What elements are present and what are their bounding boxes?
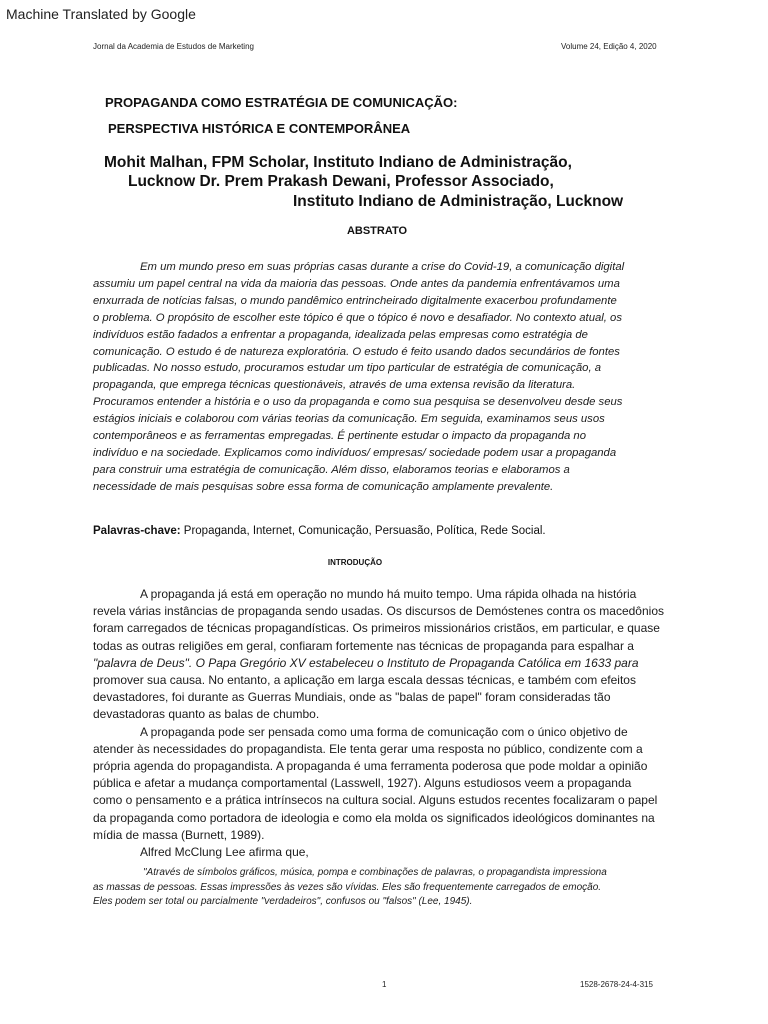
abstract-line: indivíduos estão fadados a enfrentar a propaganda, idealizada pelas empresas como estratégia de bbox=[93, 328, 588, 341]
translation-banner: Machine Translated by Google bbox=[6, 6, 196, 22]
authors-line-2: Lucknow Dr. Prem Prakash Dewani, Professor Associado, bbox=[128, 173, 554, 190]
introduction-body bbox=[93, 586, 676, 861]
intro-line: devastadoras quanto as balas de chumbo. bbox=[93, 707, 320, 722]
abstract-line: o problema. O propósito de escolher este tópico é que o tópico é novo e desafiador. No contexto atual, os bbox=[93, 311, 622, 324]
intro-line: como o pensamento e a prática intrínsecos na cultura social. Alguns estudos recentes focalizaram o papel bbox=[93, 793, 658, 808]
volume-info: Volume 24, Edição 4, 2020 bbox=[561, 42, 657, 51]
quote-line: as massas de pessoas. Essas impressões às vezes são vívidas. Eles são frequentemente carregados de emoção. bbox=[93, 881, 602, 893]
abstract-line: estágios iniciais e colaborou com várias teorias da comunicação. Em seguida, examinamos seus usos bbox=[93, 413, 605, 426]
abstract-line: para construir uma estratégia de comunicação. Além disso, elaboramos teorias e elaboramos a bbox=[93, 463, 570, 476]
intro-line: atender às necessidades do propagandista. Ele tenta gerar uma resposta no público, condizente com a bbox=[93, 741, 643, 756]
abstract-line: necessidade de mais pesquisas sobre essa forma de comunicação amplamente prevalente. bbox=[93, 480, 554, 493]
abstract-line: contemporâneos e as ferramentas empregadas. É pertinente estudar o impacto da propaganda no bbox=[93, 430, 586, 443]
paper-title-line-1: PROPAGANDA COMO ESTRATÉGIA DE COMUNICAÇÃO: bbox=[105, 95, 458, 110]
abstract-heading: ABSTRATO bbox=[346, 225, 408, 237]
abstract-body bbox=[93, 259, 676, 496]
intro-line: da propaganda como portadora de ideologia e como ela molda os significados ideológicos dominantes na bbox=[93, 810, 655, 825]
block-quote bbox=[93, 866, 676, 910]
intro-line: revela várias instâncias de propaganda sendo usadas. Os discursos de Demóstenes contra os macedônios bbox=[93, 604, 664, 619]
keywords-text: Propaganda, Internet, Comunicação, Persuasão, Política, Rede Social. bbox=[180, 525, 546, 537]
abstract-line: comunicação. O estudo é de natureza exploratória. O estudo é feito usando dados secundários de fontes bbox=[93, 345, 620, 358]
intro-line: própria agenda do propagandista. A propaganda é uma ferramenta poderosa que pode moldar a opinião bbox=[93, 759, 648, 774]
page-number: 1 bbox=[382, 980, 387, 989]
abstract-line: publicadas. No nosso estudo, procuramos estudar um tipo particular de estratégia de comunicação, a bbox=[93, 362, 602, 375]
authors-line-1: Mohit Malhan, FPM Scholar, Instituto Indiano de Administração, bbox=[104, 154, 572, 171]
authors-line-3: Instituto Indiano de Administração, Lucknow bbox=[293, 193, 624, 210]
intro-line: Alfred McClung Lee afirma que, bbox=[140, 845, 309, 860]
intro-line: promover sua causa. No entanto, a aplicação em larga escala dessas técnicas, e também com efeitos bbox=[93, 673, 636, 688]
abstract-line: assumiu um papel central na vida da maioria das pessoas. Onde antes da pandemia enfrentávamos uma bbox=[93, 277, 620, 290]
abstract-line: Em um mundo preso em suas próprias casas durante a crise do Covid-19, a comunicação digital bbox=[140, 261, 625, 273]
abstract-line: indivíduo e na sociedade. Explicamos como indivíduos/ empresas/ sociedade podem usar a propaganda bbox=[93, 446, 617, 459]
intro-line: A propaganda já está em operação no mundo há muito tempo. Uma rápida olhada na história bbox=[140, 587, 637, 601]
abstract-line: enxurrada de notícias falsas, o mundo pandêmico entrincheirado digitalmente exacerbou profundamente bbox=[93, 294, 617, 307]
journal-name: Jornal da Academia de Estudos de Marketing bbox=[93, 42, 254, 51]
intro-line: pública e afetar a mudança comportamental (Lasswell, 1927). Alguns estudiosos veem a propaganda bbox=[93, 776, 632, 791]
intro-line: foram carregados de técnicas propagandísticas. Os primeiros missionários cristãos, em particular, e quase bbox=[93, 621, 660, 636]
introduction-heading: INTRODUÇÃO bbox=[327, 558, 383, 567]
keywords-label: Palavras-chave: bbox=[93, 525, 181, 537]
intro-line: A propaganda pode ser pensada como uma forma de comunicação com o único objetivo de bbox=[140, 724, 628, 739]
intro-line: mídia de massa (Burnett, 1989). bbox=[93, 827, 265, 842]
intro-line: todas as outras religiões em geral, confiaram fortemente nas técnicas de propaganda para espalhar a bbox=[93, 638, 634, 653]
quote-line: "Através de símbolos gráficos, música, pompa e combinações de palavras, o propagandista impressiona bbox=[143, 867, 607, 878]
intro-line: devastadores, foi durante as Guerras Mundiais, onde as "balas de papel" foram consideradas tão bbox=[93, 690, 611, 705]
paper-title-line-2: PERSPECTIVA HISTÓRICA E CONTEMPORÂNEA bbox=[108, 121, 411, 136]
abstract-line: Procuramos entender a história e o uso da propaganda e como sua pesquisa se desenvolveu desde seus bbox=[93, 396, 623, 409]
article-code: 1528-2678-24-4-315 bbox=[580, 980, 653, 989]
quote-line: Eles podem ser total ou parcialmente "verdadeiros", confusos ou "falsos" (Lee, 1945). bbox=[93, 896, 473, 908]
intro-line: "palavra de Deus". O Papa Gregório XV estabeleceu o Instituto de Propaganda Católica em 1633 para bbox=[93, 655, 639, 670]
keywords bbox=[93, 525, 546, 537]
abstract-line: propaganda, que emprega técnicas questionáveis, através de uma extensa revisão da literatura. bbox=[93, 379, 576, 392]
